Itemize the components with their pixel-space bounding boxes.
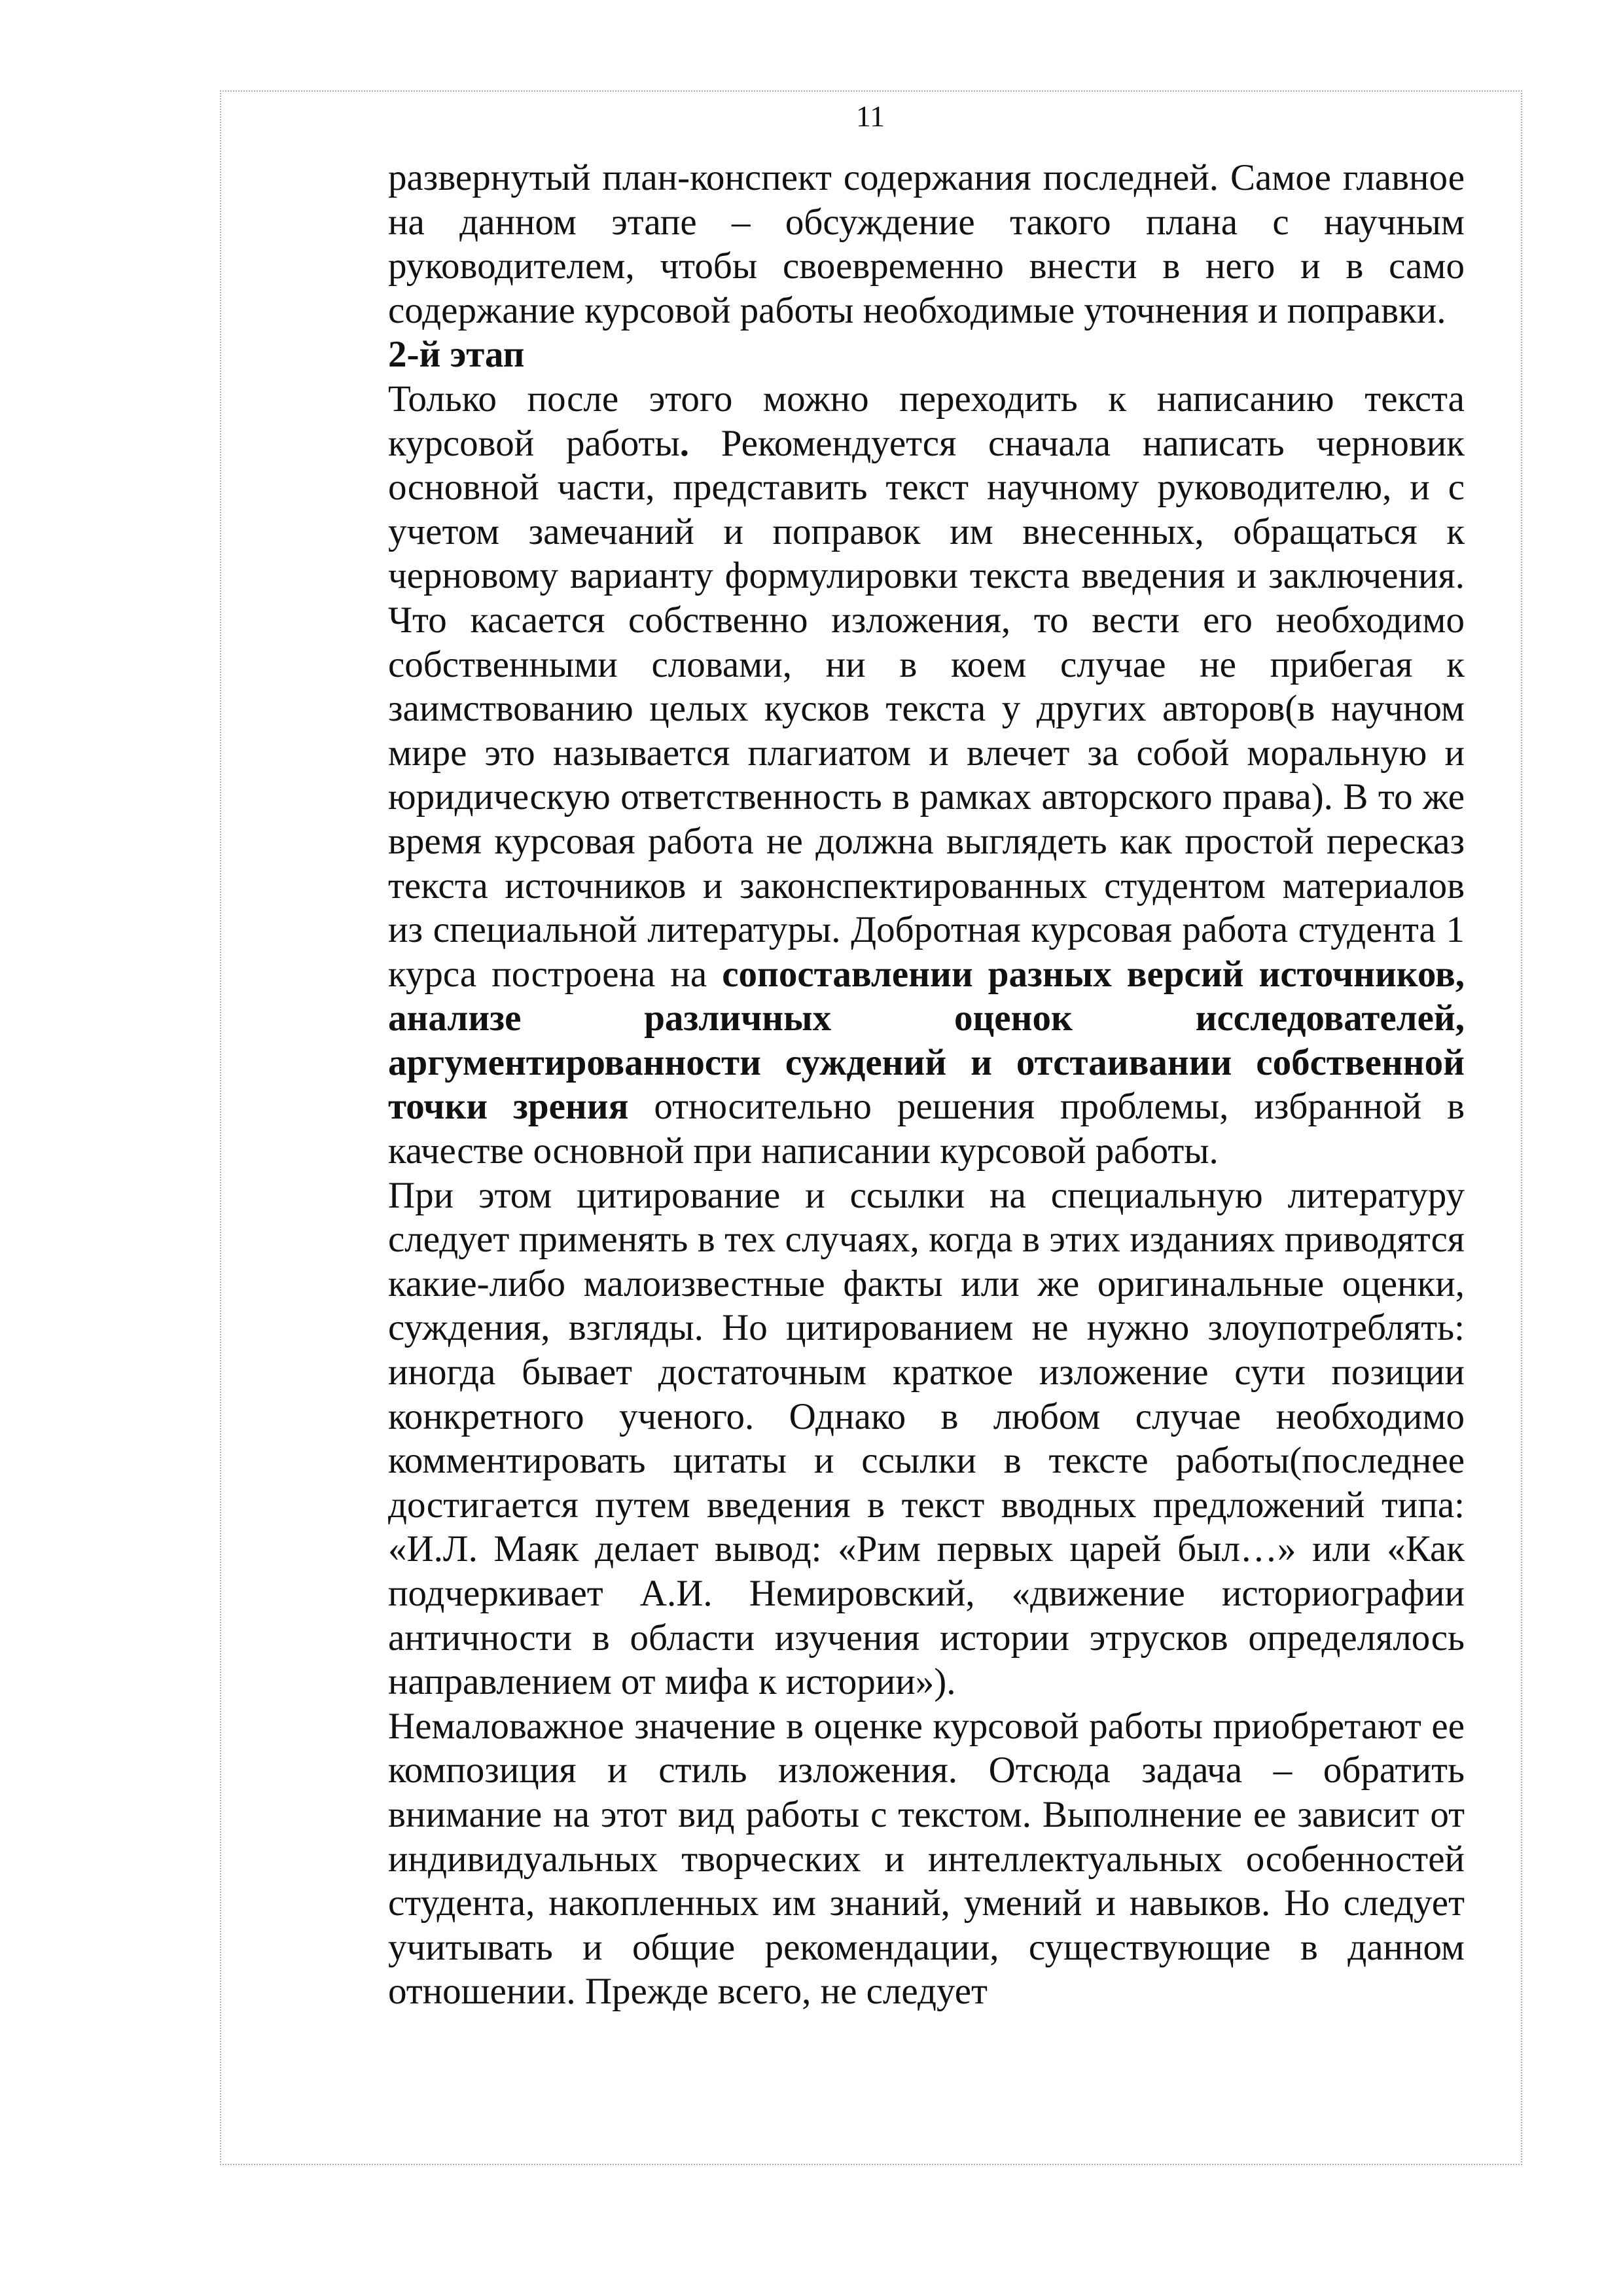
paragraph-citations: При этом цитирование и ссылки на специальную литературу следует применять в тех случаях, когда в этих изданиях приводятся какие-либо малоизвестные факты или же оригинальные оценки, суждения, взгляды. Но цитированием не нужно злоупотреблять: иногда бывает достаточным краткое изложение сути позиции конкретного ученого. Однако в любом случае необходимо комментировать цитаты и ссылки в тексте работы(последнее достигается путем введения в текст вводных предложений типа: «И.Л. Маяк делает вывод: «Рим первых царей был…» или «Как подчеркивает А.И. Немировский, «движение историографии античности в области изучения истории этрусков определялось направлением от мифа к истории»). (388, 1174, 1465, 1703)
paragraph-writing-text-middle: Рекомендуется сначала написать черновик основной части, представить текст научному руководителю, и с учетом замечаний и поправок им внесенных, обращаться к черновому варианту формулировки текста введения и заключения. Что касается собственно изложения, то вести его необходимо собственными словами, ни в коем случае не прибегая к заимствованию целых кусков текста у других авторов(в научном мире это называется плагиатом и влечет за собой моральную и юридическую ответственность в рамках авторского права). В то же время курсовая работа не должна выглядеть как простой пересказ текста источников и законспектированных студентом материалов из специальной литературы. Добротная курсовая работа студента 1 курса построена на (388, 422, 1465, 995)
page-frame-bottom (220, 2164, 1522, 2165)
section-heading-stage-2: 2-й этап (388, 334, 525, 376)
paragraph-plan-discussion: развернутый план-конспект содержания последней. Самое главное на данном этапе – обсуждение такого плана с научным руководителем, чтобы своевременно внести в него и в само содержание курсовой работы необходимые уточнения и поправки. (388, 157, 1465, 331)
paragraph-writing-text (388, 377, 1465, 1174)
page-frame-top (220, 90, 1522, 92)
paragraph-writing-text-start: Только после этого можно переходить к написанию текста курсовой работы (388, 378, 1465, 464)
paragraph-writing-text-dot: . (679, 422, 689, 464)
paragraph-writing-text-emphasis: сопоставлении разных версий источников, анализе различных оценок исследователей, аргументированности суждений и отстаивании собственной точки зрения (388, 953, 1465, 1128)
page-frame-right (1521, 90, 1522, 2165)
paragraph-composition-style: Немаловажное значение в оценке курсовой работы приобретают ее композиция и стиль изложения. Отсюда задача – обратить внимание на этот вид работы с текстом. Выполнение ее зависит от индивидуальных творческих и интеллектуальных особенностей студента, накопленных им знаний, умений и навыков. Но следует учитывать и общие рекомендации, существующие в данном отношении. Прежде всего, не следует (388, 1705, 1465, 2013)
paragraph-writing-text-end: относительно решения проблемы, избранной в качестве основной при написании курсовой работы. (388, 1086, 1465, 1172)
page-frame-left (220, 90, 221, 2165)
page-body (388, 156, 1465, 2014)
page-number: 11 (855, 99, 885, 133)
